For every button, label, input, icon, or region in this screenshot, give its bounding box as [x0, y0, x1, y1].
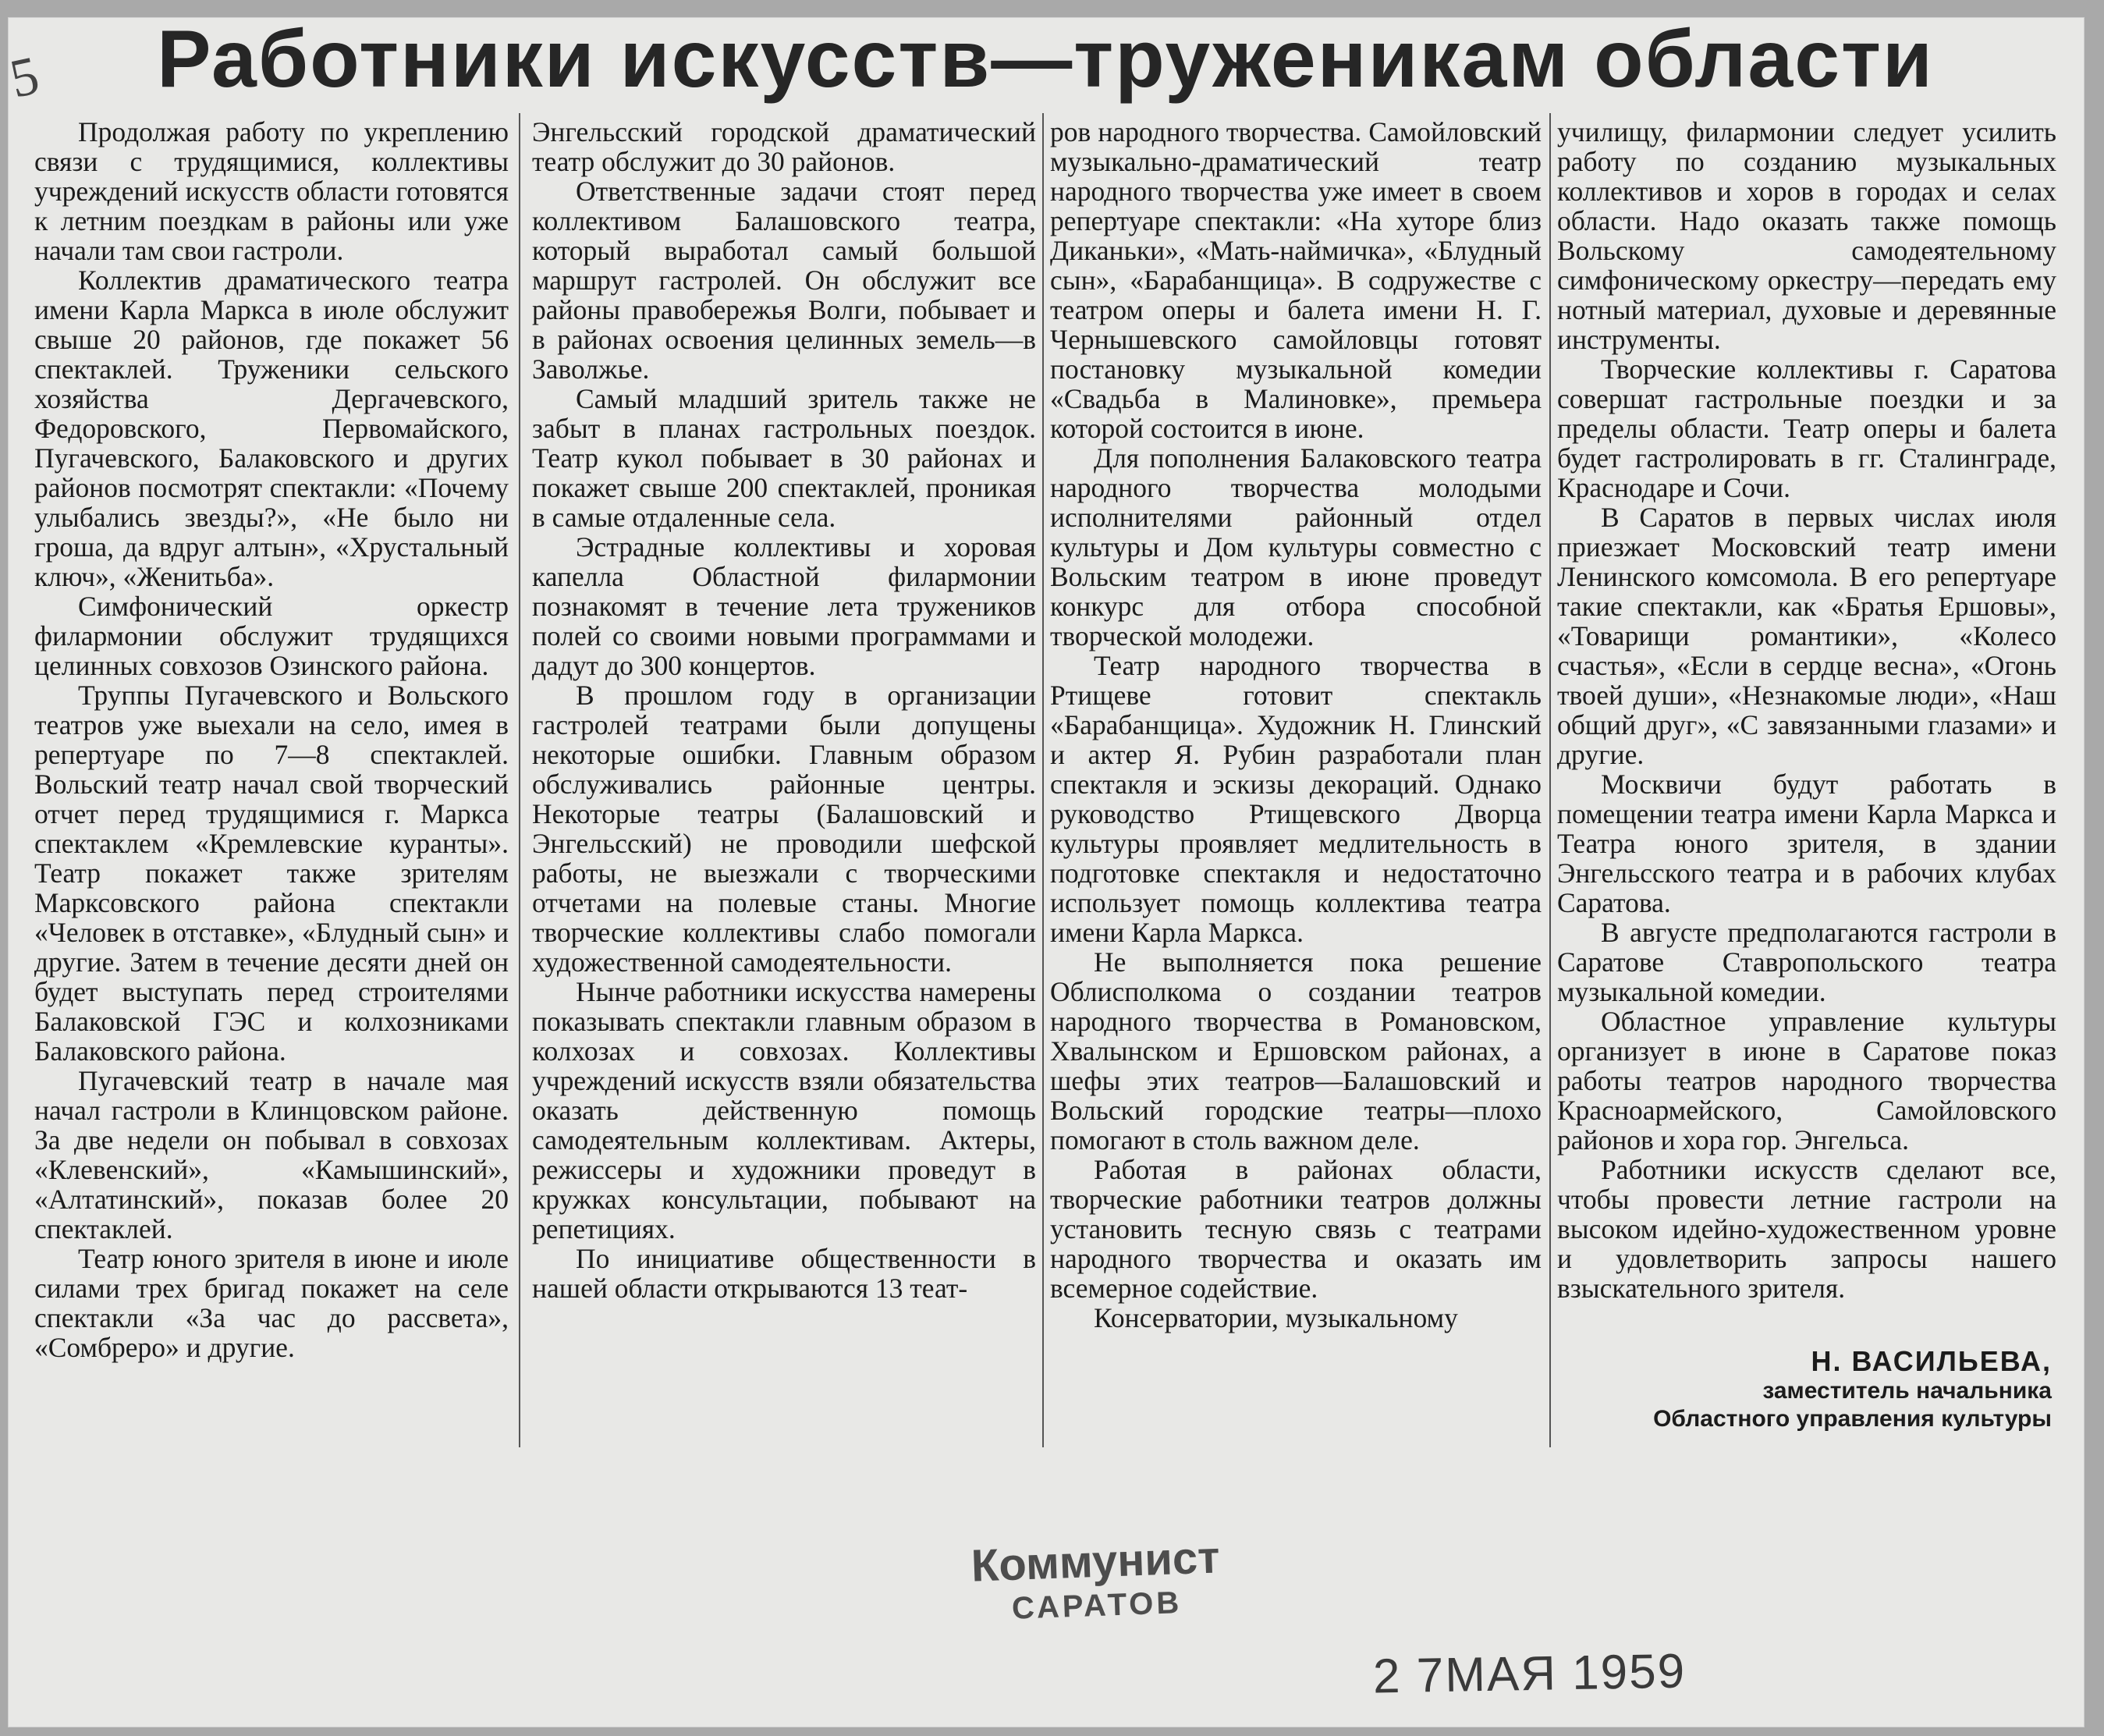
article-column-3 — [1050, 117, 1542, 1443]
column-divider — [1042, 113, 1044, 1447]
article-column-4 — [1557, 117, 2056, 1443]
article-paragraph: Москвичи будут работать в помещении театра имени Карла Маркса и Театра юного зрителя, в здании Энгельсского театра и в рабочих клубах Саратова. — [1557, 769, 2056, 918]
handwritten-date: 2 7МАЯ 1959 — [1372, 1644, 1687, 1704]
article-paragraph: Консерватории, музыкальному — [1094, 1302, 1458, 1333]
article-paragraph: Продолжая работу по укреплению связи с трудящимися, коллективы учреждений искусств области готовятся к летним поездкам в районы или уже начали там свои гастроли. — [34, 117, 509, 266]
article-paragraph: Пугачевский театр в начале мая начал гастроли в Клинцовском районе. За две недели он побывал в совхозах «Клевенский», «Камышинский», «Алтатинский», показав более 20 спектаклей. — [34, 1065, 509, 1244]
article-column-1 — [34, 117, 509, 1443]
article-paragraph: Энгельсский городской драматический театр обслужит до 30 районов. — [532, 117, 1036, 177]
article-paragraph: В августе предполагаются гастроли в Саратове Ставропольского театра музыкальной комедии. — [1557, 917, 2056, 1007]
author-signature-block — [1560, 1346, 2052, 1433]
article-paragraph: ров народного творчества. Самойловский музыкально-драматический театр народного творчества уже имеет в своем репертуаре спектакли: «На хуторе близ Диканьки», «Мать-наймичка», «Блудный сын», «Барабанщица». В содружестве с театром оперы и балета имени Н. Г. Чернышевского самойловцы готовят постановку музыкальной комедии «Свадьба в Малиновке», премьера которой состоится в июне. — [1050, 117, 1542, 444]
stamp-city: САРАТОВ — [1011, 1585, 1183, 1626]
article-paragraph: Нынче работники искусства намерены показывать спектакли главным образом в колхозах и совхозах. Коллективы учреждений искусств взяли обязательства оказать действенную помощь самодеятельным коллективам. Актеры, режиссеры и художники проведут в кружках консультации, побывают на репетициях. — [532, 976, 1036, 1244]
newspaper-stamp — [938, 1532, 1254, 1630]
article-paragraph: В Саратов в первых числах июля приезжает Московский театр имени Ленинского комсомола. В его репертуаре такие спектакли, как «Братья Ершовы», «Товарищи романтики», «Колесо счастья», «Если в сердце весна», «Огонь твоей души», «Незнакомые люди», «Наш общий друг», «С завязанными глазами» и другие. — [1557, 502, 2056, 770]
article-paragraph: Ответственные задачи стоят перед коллективом Балашовского театра, который выработал самый большой маршрут гастролей. Он обслужит все районы правобережья Волги, побывает и в районах освоения целинных земель—в Заволжье. — [532, 176, 1036, 385]
column-divider — [519, 113, 520, 1447]
article-paragraph: Областное управление культуры организует в июне в Саратове показ работы театров народного творчества Красноармейского, Самойловского районов и хора гор. Энгельса. — [1557, 1006, 2056, 1156]
column-divider — [1549, 113, 1551, 1447]
article-paragraph: Работники искусств сделают все, чтобы провести летние гастроли на высоком идейно-художественном уровне и удовлетворить запросы нашего взыскательного зрителя. — [1557, 1154, 2056, 1304]
article-paragraph: Труппы Пугачевского и Вольского театров уже выехали на село, имея в репертуаре по 7—8 спектаклей. Вольский театр начал свой творческий отчет перед трудящимися г. Маркса спектаклем «Кремлевские куранты». Театр покажет также зрителям Марксовского района спектакли «Человек в отставке», «Блудный сын» и другие. Затем в течение десяти дней он будет выступать перед строителями Балаковской ГЭС и колхозниками Балаковского района. — [34, 680, 509, 1067]
article-paragraph: Работая в районах области, творческие работники театров должны установить тесную связь с театрами народного творчества и оказать им всемерное содействие. — [1050, 1154, 1542, 1304]
stamp-newspaper-name: Коммунист — [970, 1532, 1221, 1592]
article-paragraph: Коллектив драматического театра имени Карла Маркса в июле обслужит свыше 20 районов, где покажет 56 спектаклей. Труженики сельского хозяйства Дергачевского, Федоровского, Первомайского, Пугачевского, Балаковского и других районов посмотрят спектакли: «Почему улыбались звезды?», «Не было ни гроша, да вдруг алтын», «Хрустальный ключ», «Женитьба». — [34, 264, 509, 592]
article-paragraph: По инициативе общественности в нашей области открываются 13 теат- — [532, 1243, 1036, 1304]
article-paragraph: Самый младший зритель также не забыт в планах гастрольных поездок. Театр кукол побывает в 30 районах и покажет свыше 200 спектаклей, проникая в самые отдаленные села. — [532, 383, 1036, 533]
article-headline: Работники искусств—труженикам области — [157, 14, 1934, 105]
article-paragraph: Театр юного зрителя в июне и июле силами трех бригад покажет на селе спектакли «За час до рассвета», «Сомбреро» и другие. — [34, 1243, 509, 1363]
author-name: Н. ВАСИЛЬЕВА, — [1811, 1345, 2052, 1377]
article-column-2 — [532, 117, 1036, 1443]
article-paragraph: Симфонический оркестр филармонии обслужит трудящихся целинных совхозов Озинского района. — [34, 591, 509, 681]
article-paragraph: Театр народного творчества в Ртищеве готовит спектакль «Барабанщица». Художник Н. Глинский и актер Я. Рубин разработали план спектакля и эскизы декораций. Однако руководство Ртищевского Дворца культуры проявляет медлительность в подготовке спектакля и недостаточно использует помощь коллектива театра имени Карла Маркса. — [1050, 650, 1542, 948]
article-paragraph: Эстрадные коллективы и хоровая капелла Областной филармонии познакомят в течение лета тружеников полей со своими новыми программами и дадут до 300 концертов. — [532, 531, 1036, 681]
handwritten-corner-mark: 5 — [5, 45, 44, 110]
article-paragraph: В прошлом году в организации гастролей театрами были допущены некоторые ошибки. Главным образом обслуживались районные центры. Некоторые театры (Балашовский и Энгельсский) не проводили шефской работы, не выезжали с творческими отчетами на полевые станы. Многие творческие коллективы слабо помогали художественной самодеятельности. — [532, 680, 1036, 978]
article-paragraph: Творческие коллективы г. Саратова совершат гастрольные поездки и за пределы области. Театр оперы и балета будет гастролировать в гг. Сталинграде, Краснодаре и Сочи. — [1557, 353, 2056, 503]
article-paragraph: Для пополнения Балаковского театра народного творчества молодыми исполнителями районный отдел культуры и Дом культуры совместно с Вольским театром в июне проведут конкурс для отбора способной творческой молодежи. — [1050, 442, 1542, 651]
author-organization: Областного управления культуры — [1653, 1406, 2052, 1432]
article-paragraph: Не выполняется пока решение Облисполкома о создании театров народного творчества в Романовском, Хвалынском и Ершовском районах, а шефы этих театров—Балашовский и Вольский городские театры—плохо помогают в столь важном деле. — [1050, 946, 1542, 1156]
author-title: заместитель начальника — [1762, 1378, 2052, 1404]
article-paragraph: училищу, филармонии следует усилить работу по созданию музыкальных коллективов и хоров в городах и селах области. Надо оказать также помощь Вольскому самодеятельному симфоническому оркестру—передать ему нотный материал, духовые и деревянные инструменты. — [1557, 117, 2056, 355]
